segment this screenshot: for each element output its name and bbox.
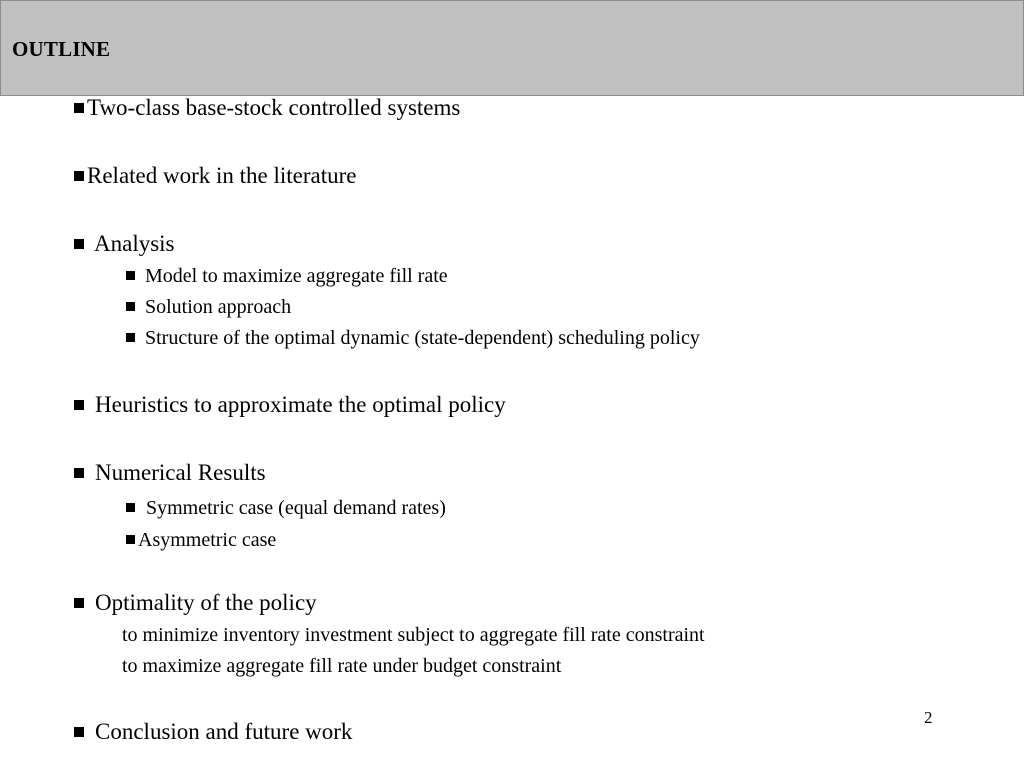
square-bullet-icon [74, 468, 84, 478]
square-bullet-icon [126, 333, 135, 342]
outline-item-label: Numerical Results [95, 460, 266, 485]
outline-text-maximize-fill-rate: to maximize aggregate fill rate under budget constraint [122, 655, 562, 677]
outline-subitem-label: Asymmetric case [138, 529, 277, 551]
outline-item-label: Two-class base-stock controlled systems [87, 95, 461, 120]
outline-item-conclusion [74, 719, 352, 745]
outline-item-label: Analysis [94, 231, 175, 256]
square-bullet-icon [74, 103, 84, 113]
outline-item-label: Related work in the literature [87, 163, 357, 188]
outline-subitem-structure [126, 327, 700, 350]
outline-item-label: Heuristics to approximate the optimal policy [95, 392, 506, 417]
outline-subitem-label: Symmetric case (equal demand rates) [146, 497, 446, 519]
outline-subitem-asymmetric [126, 529, 276, 552]
outline-subitem-solution [126, 296, 291, 319]
outline-subitem-symmetric [126, 497, 446, 520]
outline-item-label: Optimality of the policy [95, 590, 317, 615]
square-bullet-icon [74, 239, 84, 249]
outline-item-label: Conclusion and future work [95, 719, 353, 744]
outline-subitem-label: Structure of the optimal dynamic (state-dependent) scheduling policy [145, 327, 700, 349]
title-bar [0, 0, 1024, 96]
outline-text-minimize-investment: to minimize inventory investment subject to aggregate fill rate constraint [122, 624, 705, 646]
square-bullet-icon [74, 400, 84, 410]
square-bullet-icon [126, 503, 135, 512]
outline-subitem-label: Solution approach [145, 296, 292, 318]
outline-subitem-model [126, 265, 448, 288]
outline-item-systems [74, 95, 460, 121]
square-bullet-icon [74, 598, 84, 608]
square-bullet-icon [126, 535, 135, 544]
page-number: 2 [924, 708, 933, 727]
outline-item-numerical-results [74, 460, 266, 486]
square-bullet-icon [126, 302, 135, 311]
slide-title: OUTLINE [12, 37, 111, 61]
outline-item-heuristics [74, 392, 506, 418]
square-bullet-icon [126, 271, 135, 280]
outline-item-optimality [74, 590, 317, 616]
square-bullet-icon [74, 727, 84, 737]
outline-subitem-label: Model to maximize aggregate fill rate [145, 265, 448, 287]
outline-item-analysis [74, 231, 175, 257]
outline-item-related-work [74, 163, 357, 189]
square-bullet-icon [74, 171, 84, 181]
